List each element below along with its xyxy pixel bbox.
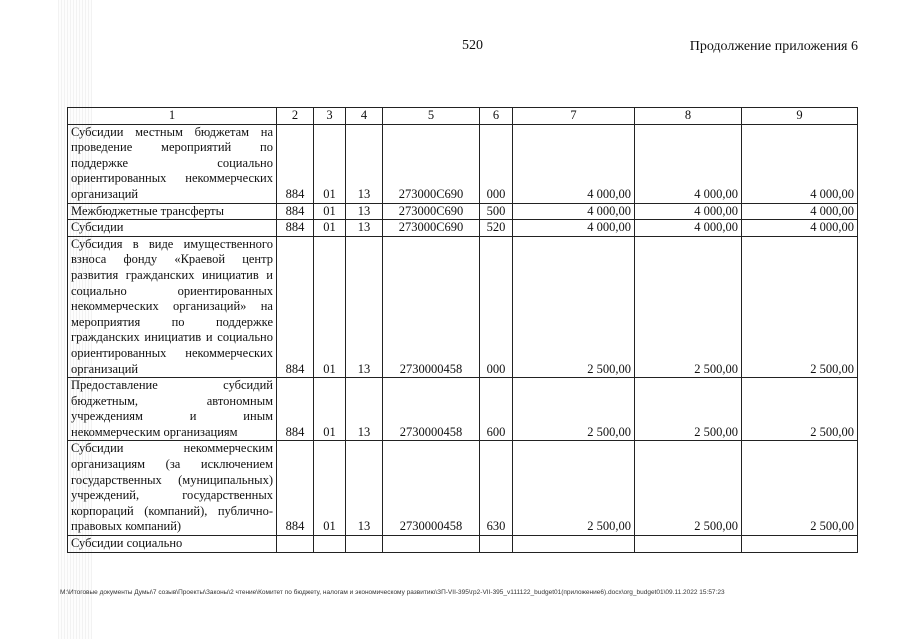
cell-col2: 884 [277, 236, 314, 377]
cell-col5: 273000С690 [383, 124, 480, 203]
cell-col6: 000 [480, 124, 513, 203]
budget-table [67, 107, 858, 553]
cell-col8: 2 500,00 [635, 236, 742, 377]
cell-col7: 2 500,00 [513, 236, 635, 377]
cell-col2: 884 [277, 124, 314, 203]
cell-col3: 01 [314, 441, 346, 536]
page-number: 520 [462, 38, 483, 53]
cell-col3: 01 [314, 203, 346, 220]
table-header-row [68, 108, 858, 125]
cell-col9: 2 500,00 [742, 441, 858, 536]
cell-col6: 520 [480, 220, 513, 237]
cell-col2: 884 [277, 441, 314, 536]
cell-col8: 4 000,00 [635, 124, 742, 203]
cell-col9 [742, 536, 858, 553]
cell-col5: 273000С690 [383, 220, 480, 237]
row-name: Субсидии некоммерческим организациям (за исключением государственных (муниципальных) учреждений, государственных корпораций (компаний), публично-правовых компаний) [68, 441, 277, 536]
cell-col6: 000 [480, 236, 513, 377]
cell-col4: 13 [346, 378, 383, 441]
cell-col4: 13 [346, 441, 383, 536]
continuation-note: Продолжение приложения 6 [689, 39, 858, 54]
cell-col9: 4 000,00 [742, 124, 858, 203]
row-name: Субсидии социально [68, 536, 277, 553]
row-name: Межбюджетные трансферты [68, 203, 277, 220]
column-header: 9 [742, 108, 858, 125]
cell-col8: 4 000,00 [635, 220, 742, 237]
cell-col3 [314, 536, 346, 553]
cell-col8: 4 000,00 [635, 203, 742, 220]
cell-col3: 01 [314, 378, 346, 441]
column-header: 3 [314, 108, 346, 125]
cell-col7 [513, 536, 635, 553]
table-row [68, 536, 858, 553]
column-header: 5 [383, 108, 480, 125]
cell-col3: 01 [314, 220, 346, 237]
cell-col2: 884 [277, 203, 314, 220]
table-row [68, 378, 858, 441]
row-name: Субсидии [68, 220, 277, 237]
cell-col6: 630 [480, 441, 513, 536]
table-row [68, 236, 858, 377]
row-name: Субсидия в виде имущественного взноса фонду «Краевой центр развития гражданских инициатив и социально ориентированных некоммерческих организаций» на мероприятия по поддержке гражданских инициатив и социально ориентированных некоммерческих организаций [68, 236, 277, 377]
cell-col8: 2 500,00 [635, 441, 742, 536]
cell-col5: 2730000458 [383, 378, 480, 441]
cell-col4: 13 [346, 124, 383, 203]
cell-col4: 13 [346, 220, 383, 237]
cell-col6: 500 [480, 203, 513, 220]
cell-col9: 2 500,00 [742, 378, 858, 441]
cell-col7: 4 000,00 [513, 220, 635, 237]
cell-col9: 4 000,00 [742, 220, 858, 237]
cell-col8: 2 500,00 [635, 378, 742, 441]
table-row [68, 441, 858, 536]
cell-col5: 2730000458 [383, 441, 480, 536]
cell-col2: 884 [277, 220, 314, 237]
cell-col6 [480, 536, 513, 553]
table-row [68, 124, 858, 203]
cell-col2 [277, 536, 314, 553]
cell-col4 [346, 536, 383, 553]
cell-col7: 2 500,00 [513, 441, 635, 536]
column-header: 8 [635, 108, 742, 125]
cell-col6: 600 [480, 378, 513, 441]
cell-col3: 01 [314, 236, 346, 377]
cell-col8 [635, 536, 742, 553]
cell-col4: 13 [346, 203, 383, 220]
cell-col2: 884 [277, 378, 314, 441]
cell-col5 [383, 536, 480, 553]
cell-col4: 13 [346, 236, 383, 377]
column-header: 4 [346, 108, 383, 125]
cell-col7: 2 500,00 [513, 378, 635, 441]
table-row [68, 203, 858, 220]
column-header: 1 [68, 108, 277, 125]
cell-col9: 2 500,00 [742, 236, 858, 377]
table-row [68, 220, 858, 237]
column-header: 7 [513, 108, 635, 125]
cell-col3: 01 [314, 124, 346, 203]
column-header: 2 [277, 108, 314, 125]
column-header: 6 [480, 108, 513, 125]
cell-col5: 273000С690 [383, 203, 480, 220]
row-name: Предоставление субсидий бюджетным, автономным учреждениям и иным некоммерческим организациям [68, 378, 277, 441]
cell-col5: 2730000458 [383, 236, 480, 377]
cell-col7: 4 000,00 [513, 203, 635, 220]
cell-col7: 4 000,00 [513, 124, 635, 203]
row-name: Субсидии местным бюджетам на проведение мероприятий по поддержке социально ориентированных некоммерческих организаций [68, 124, 277, 203]
footer-file-path: M:\Итоговые документы Думы\7 созыв\Проекты\Законы\2 чтение\Комитет по бюджету, налогам и экономическому развитию\ЗП-VII-395\гр2-VII-395_v111122_budget01(приложение6).docx\org_budget01\09.11.2022 15:57:23 [60, 589, 725, 596]
cell-col9: 4 000,00 [742, 203, 858, 220]
